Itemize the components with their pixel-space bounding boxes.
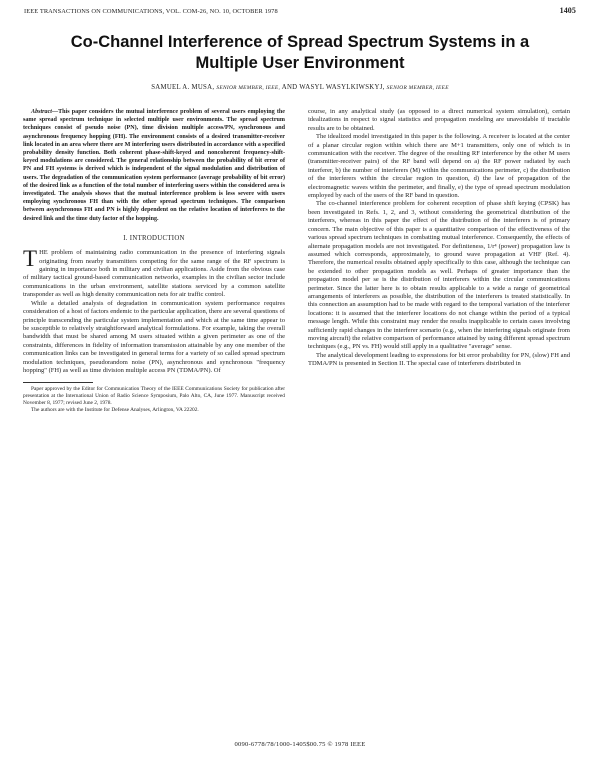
intro-paragraph-1 — [23, 246, 285, 299]
left-column — [23, 108, 285, 414]
author-1: SAMUEL A. MUSA, — [151, 84, 215, 91]
author-1-role: SENIOR MEMBER, IEEE, — [216, 85, 281, 91]
body-paragraph-4: The analytical development leading to expressions for bit error probability for PN, (slow) FH and TDMA/PN is presented in Section II. The special case of interferers distributed in — [308, 351, 570, 368]
footnote-2: The authors are with the Institute for Defense Analyses, Arlington, VA 22202. — [31, 407, 199, 414]
author-2-role: SENIOR MEMBER, IEEE — [386, 85, 449, 91]
footnote-1: Paper approved by the Editor for Communication Theory of the IEEE Communications Society for publication after presentation at the International Union of Radio Science Symposium, Palo Alto, CA, June 1977. Manuscript received November 8, 1977; revised June 2, 1978. — [23, 386, 285, 407]
footnotes — [23, 386, 285, 414]
copyright-line: 0090-6778/78/1000-1405$00.75 © 1978 IEEE — [234, 741, 366, 748]
journal-header: IEEE TRANSACTIONS ON COMMUNICATIONS, VOL. COM-26, NO. 10, OCTOBER 1978 — [24, 8, 278, 15]
body-paragraph-3: The co-channel interference problem for coherent reception of phase shift keying (CPSK) has been investigated in Refs. 1, 2, and 3, without considering the geometrical distribution of the interferers, whereas in this paper the effect of the distribution of the interferers is of primary concern. The main objective of this paper is a quantitative comparison of the effectiveness of the various spread spectrum techniques in combatting mutual interference. Consequently, the effects of alternate propagation models are not investigated. For definiteness, 1/r⁴ (power) propagation law is assumed which corresponds, approximately, to ground wave propagation at VHF (Ref. 4). Therefore, the numerical results obtained apply specifically to this case, although the technique can be extended to other propagation models as well. Perhaps of greater importance than the propagation model per se is the distribution of interferers within the circular communications perimeter. Since the latter here is to obtain results applicable to a wide a range of geometrical arrangements of interferers as possible, the distribution of the interferers is treated statistically. In this connection an assumption had to be made with regard to the temporal variation of the interferer locations: it is assumed that the interferer locations do not change within the period of a typical message length. While this constraint may render the results inapplicable to certain cases involving sufficiently rapid changes in the interferer scenario (e.g., when the interfering signals originate from moving aircraft) the relative comparison of performance attained by using different spread spectrum techniques (e.g., PN vs. FH) would still apply in a qualitative "average" sense. — [308, 200, 570, 351]
body-paragraph-2: The idealized model investigated in this paper is the following. A receiver is located at the center of a planar circular region within which there are M+1 transmitters, only one of which is in communication with the receiver. The degree of the resulting RF interference by the other M users (transmitter-receiver pairs) of the RF band will depend on a) the RF power radiated by each interferer, b) the number of interferers (M) within the communications perimeter, c) the distribution of the interferers within the circular region in question, d) the law of propagation of the electromagnetic waves within the perimeter, and finally, e) the type of spread spectrum modulation employed by each of the users of the RF band in question. — [308, 133, 570, 200]
drop-cap: T — [23, 246, 38, 272]
abstract-label: Abstract— — [31, 109, 59, 115]
abstract — [23, 108, 285, 223]
author-conjunction: AND — [281, 84, 298, 91]
section-heading-introduction: I. INTRODUCTION — [123, 234, 185, 242]
abstract-text: This paper considers the mutual interference problem of several users employing the same spread spectrum technique in selected multiple user environments. The spread spectrum techniques consist of pseudo noise (PN), time division multiple access/PN, synchronous and asynchronous frequency hopping (FH). The environment consists of a desired transmitter-receiver link located in an area where there are M interfering users distributed in accordance with a specified probability density function. Both coherent phase-shift-keyed and noncoherent frequency-shift-keyed modulations are considered. The general relationship between the probability of bit error of PN and FH systems is derived which is independent of the signal modulation and distribution of users. The degradation of the communication system performance (average probability of bit error) of the desired link as a function of the total number of interfering users within the considered area is investigated. The analysis shows that the mutual interference problem is less severe with users employing synchronous FH than with the other spread spectrum techniques. The comparison between asynchronous FH and PN is highly dependent on the relative location of interferers to the desired link and the time duty factor of the hopping. — [23, 109, 285, 222]
running-head — [24, 6, 576, 15]
page-number: 1405 — [559, 6, 576, 15]
intro-paragraph-2: While a detailed analysis of degradation in communication system performance requires consideration of a host of factors endemic to the particular application, there are several questions of principle transcending the particular system implementation and which at the same time appear to be susceptible to relatively straightforward analytical formulations. For example, taking the overall bandwidth that must be shared among M users situated within a given perimeter as one of the constraints, differences in fidelity of information transmission attainable by any one member of the communication links can be investigated in general terms for a variety of so called spread spectrum modulation techniques, pseudorandom noise (PN), asynchronous and synchronous "frequency hopping" (FH) as well as time division multiple access PN (TDMA/PN). Of — [23, 299, 285, 374]
right-column — [308, 108, 570, 369]
author-2: WASYL WASYLKIWSKYJ, — [299, 84, 385, 91]
author-line — [40, 84, 560, 91]
paper-title: Co-Channel Interference of Spread Spectrum Systems in a Multiple User Environment — [70, 33, 530, 72]
intro-paragraph-1-text: HE problem of maintaining radio communication in the presence of interfering signals originating from nearby transmitters competing for the same range of the RF spectrum is gaining in importance both in military and civilian applications. Aside from the obvious case of military tactical ground-based communication networks, examples in the civilian sector include communications in the urban environment, satellite stations serviced by a common satellite transponder as well as high density communication nets for air traffic control. — [23, 249, 285, 299]
footnote-divider — [23, 382, 93, 383]
body-paragraph-1: course, in any analytical study (as opposed to a direct numerical system simulation), certain idealizations in respect to signal statistics and propagation modeling are unavoidable if tractable results are to be obtained. — [308, 108, 570, 132]
